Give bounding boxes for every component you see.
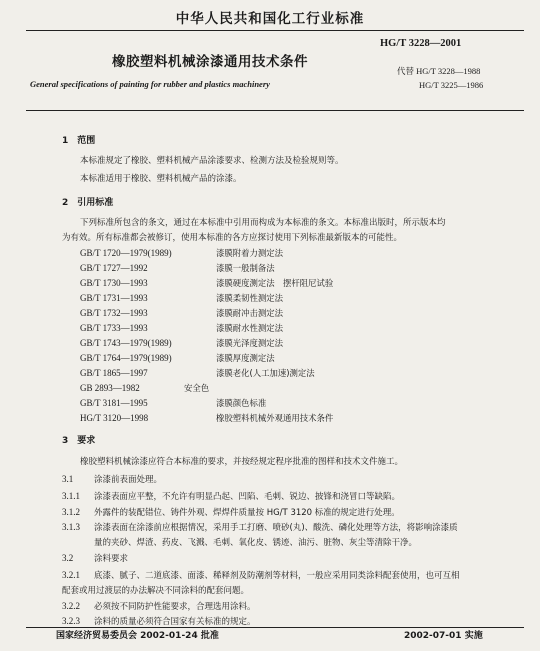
issuer-approval: 国家经济贸易委员会 2002-01-24 批准 xyxy=(56,631,219,641)
standard-title-en: General specifications of painting for rubber and plastics machinery xyxy=(30,79,270,89)
reference-item: GB/T 1764—1979(1989) 漆膜厚度测定法 xyxy=(80,353,275,363)
clause-item: 3.1.2 外露件的装配错位、铸件外观、焊焊件质量按 HG/T 3120 标准的规定进行处理。 xyxy=(62,507,400,518)
section-2-para-2: 为有效。所有标准都会被修订，使用本标准的各方应探讨使用下列标准最新版本的可能性。 xyxy=(62,233,403,243)
national-standard-title: 中华人民共和国化工行业标准 xyxy=(175,11,365,27)
reference-item: GB/T 1732—1993 漆膜耐冲击测定法 xyxy=(80,308,283,318)
clause-item: 3.2.1 底漆、腻子、二道底漆、面漆、稀释剂及防潮剂等材料，一般应采用同类涂料配套使用，也可互相 xyxy=(62,570,460,581)
header-rule xyxy=(26,30,524,31)
replaces-line-2: HG/T 3225—1986 xyxy=(419,80,484,90)
reference-item: GB 2893—1982 安全色 xyxy=(80,383,210,393)
reference-item: GB/T 1720—1979(1989) 漆膜附着力测定法 xyxy=(80,248,283,258)
section-2-heading: 2 引用标准 xyxy=(62,198,114,208)
section-1-para-2: 本标准适用于橡胶、塑料机械产品的涂漆。 xyxy=(80,174,242,184)
reference-item: GB/T 1731—1993 漆膜柔韧性测定法 xyxy=(80,293,283,303)
reference-item: HG/T 3120—1998 橡胶塑料机械外观通用技术条件 xyxy=(80,413,334,423)
reference-item: GB/T 1727—1992 漆膜一般制备法 xyxy=(80,263,275,273)
clause-item: 3.1 涂漆前表面处理。 xyxy=(62,474,163,485)
clause-item: 3.2 涂料要求 xyxy=(62,553,129,564)
clause-item: 3.1.1 涂漆表面应平整，不允许有明显凸起、凹陷、毛刺、锐边、披锋和浇冒口等缺陷。 xyxy=(62,491,401,502)
reference-item: GB/T 1743—1979(1989) 漆膜光泽度测定法 xyxy=(80,338,283,348)
section-2-para-1: 下列标准所包含的条文，通过在本标准中引用而构成为本标准的条文。本标准出版时，所示版本均 xyxy=(80,218,446,228)
clause-item-continuation: 配套或用过渡层的办法解决不同涂料的配套问题。 xyxy=(62,586,250,596)
standard-code: HG/T 3228—2001 xyxy=(380,38,462,49)
reference-item: GB/T 1730—1993 漆膜硬度测定法 摆杆阻尼试验 xyxy=(80,278,334,288)
replaces-line-1: 代替 HG/T 3228—1988 xyxy=(397,66,481,76)
standard-title-cn: 橡胶塑料机械涂漆通用技术条件 xyxy=(112,54,308,70)
clause-item: 3.1.3 涂漆表面在涂漆前应根据情况，采用手工打磨、喷砂(丸)、酸洗、磷化处理等方法，将影响涂漆质 xyxy=(62,522,458,533)
clause-item-continuation: 量的夹砂、焊渣、药皮、飞溅、毛刺、氧化皮、锈迹、油污、脏物、灰尘等清除干净。 xyxy=(94,538,418,548)
section-1-para-1: 本标准规定了橡胶、塑料机械产品涂漆要求、检测方法及检验规则等。 xyxy=(80,156,344,166)
reference-item: GB/T 1733—1993 漆膜耐水性测定法 xyxy=(80,323,283,333)
clause-item: 3.2.3 涂料的质量必须符合国家有关标准的规定。 xyxy=(62,616,256,627)
reference-item: GB/T 1865—1997 漆膜老化(人工加速)测定法 xyxy=(80,368,315,378)
clause-item: 3.2.2 必须按不同防护性能要求，合理选用涂料。 xyxy=(62,601,256,612)
reference-item: GB/T 3181—1995 漆膜颜色标准 xyxy=(80,398,267,408)
title-rule xyxy=(26,110,524,111)
section-1-heading: 1 范围 xyxy=(62,136,96,146)
section-3-para-1: 橡胶塑料机械涂漆应符合本标准的要求，并按经规定程序批准的图样和技术文件施工。 xyxy=(80,457,404,467)
section-3-heading: 3 要求 xyxy=(62,436,96,446)
effective-date: 2002-07-01 实施 xyxy=(404,631,483,641)
